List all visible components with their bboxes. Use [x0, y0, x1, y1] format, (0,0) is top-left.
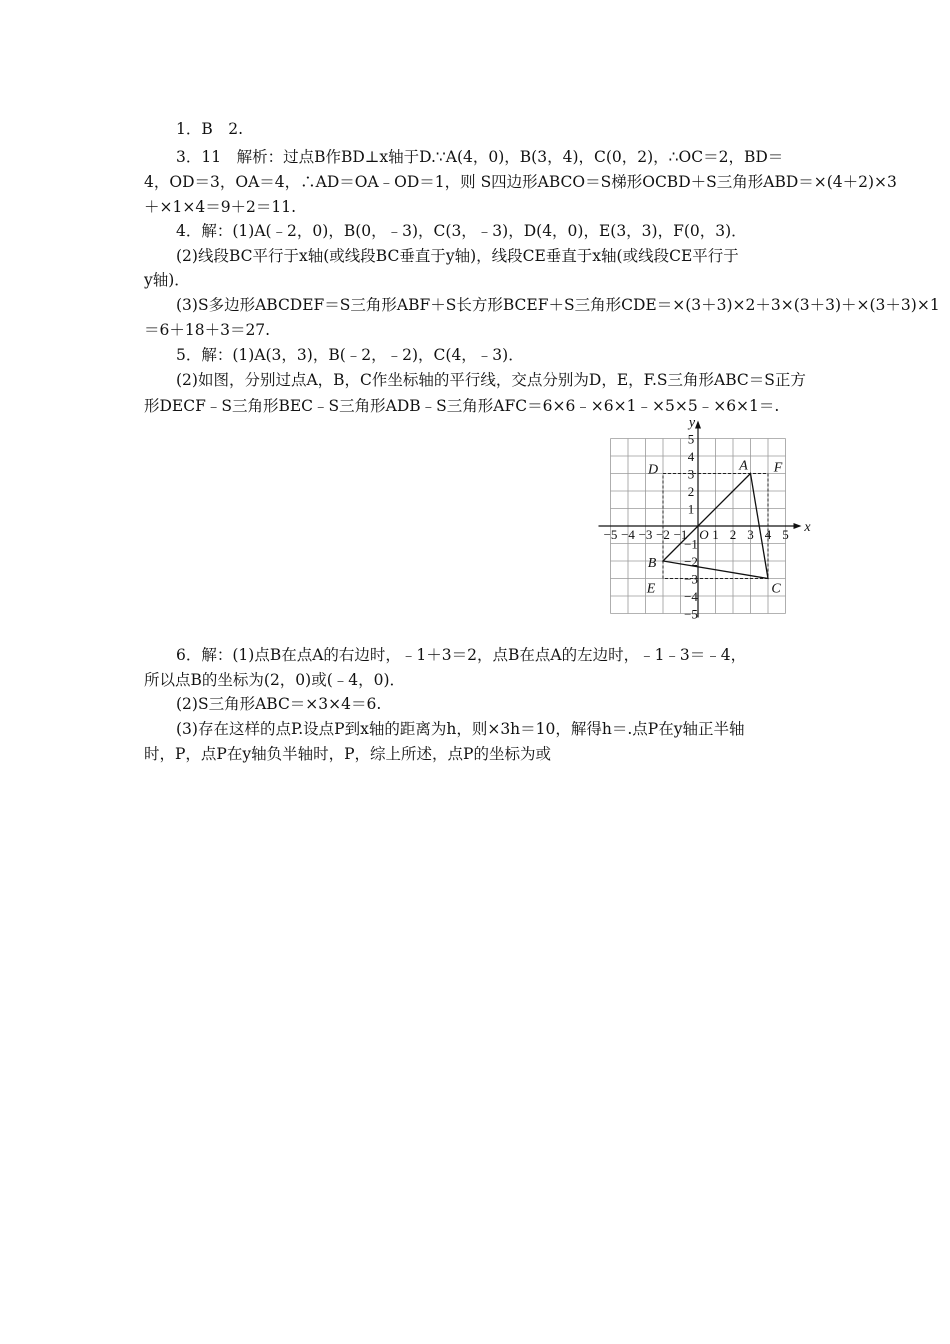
y-tick-label: −4 — [684, 589, 698, 604]
y-tick-label: 2 — [687, 484, 695, 499]
x-tick-label: −1 — [673, 527, 688, 542]
y-tick-label: 1 — [687, 501, 695, 517]
y-axis-label: y — [688, 415, 696, 431]
answer-q3-line2: 4，OD＝3，OA＝4，∴AD＝OA﹣OD＝1，则 S四边形ABCO＝S梯形OCBD＋S三角形ABD＝×(4＋2)×3 — [144, 173, 897, 191]
x-tick-label: −3 — [638, 527, 653, 542]
answer-q4-line1: 4．解：(1)A(﹣2，0)，B(0，﹣3)，C(3，﹣3)，D(4，0)，E(3，3)，F(0，3)． — [176, 222, 747, 240]
answer-q5-line3: 形DECF﹣S三角形BEC﹣S三角形ADB﹣S三角形AFC＝6×6﹣×6×1﹣×5×5﹣×6×1＝. — [144, 397, 780, 415]
point-label-E: E — [646, 581, 656, 597]
labels — [604, 416, 812, 622]
x-axis-arrow — [794, 523, 802, 529]
y-tick-label: 4 — [687, 449, 695, 464]
point-label-C: C — [771, 581, 781, 597]
answer-q6-line4: (3)存在这样的点P.设点P到x轴的距离为h，则×3h＝10，解得h＝.点P在y轴正半轴 — [176, 720, 745, 738]
point-label-B: B — [647, 556, 657, 571]
x-tick-label: −2 — [656, 527, 670, 542]
answer-q5-line2: (2)如图，分别过点A，B，C作坐标轴的平行线，交点分别为D，E，F.S三角形ABC＝S正方 — [176, 371, 806, 389]
y-tick-label: −3 — [684, 571, 698, 587]
point-label-A: A — [739, 458, 748, 474]
y-tick-label: −5 — [684, 606, 698, 622]
y-tick-label: −1 — [684, 536, 698, 552]
y-axis-arrow — [695, 421, 701, 429]
answer-q6-line5: 时，P，点P在y轴负半轴时，P，综上所述，点P的坐标为或 — [144, 745, 551, 763]
answer-q4-line4: (3)S多边形ABCDEF＝S三角形ABF＋S长方形BCEF＋S三角形CDE＝×(3＋3)×2＋3×(3＋3)＋×(3＋3)×1 — [176, 296, 940, 314]
answer-q4-line2: (2)线段BC平行于x轴(或线段BC垂直于y轴)，线段CE垂直于x轴(或线段CE平行于 — [176, 247, 739, 265]
answer-q4-line5: ＝6＋18＋3＝27. — [144, 321, 271, 339]
x-tick-label: 4 — [764, 527, 772, 542]
x-tick-label: −5 — [603, 527, 618, 542]
x-tick-label: −4 — [621, 527, 635, 542]
x-tick-label: 1 — [712, 527, 719, 542]
answer-q1-2: 1．B 2. — [176, 120, 244, 138]
answer-q3-line3: ＋×1×4＝9＋2＝11. — [144, 198, 297, 216]
coordinate-figure — [598, 408, 812, 624]
x-tick-label: 3 — [747, 527, 754, 542]
y-tick-label: 5 — [687, 431, 695, 447]
x-tick-label: 2 — [729, 527, 737, 542]
answer-q6-line3: (2)S三角形ABC＝×3×4＝6. — [176, 695, 382, 713]
answer-q5-line1: 5．解：(1)A(3，3)，B(﹣2，﹣2)，C(4，﹣3)． — [176, 346, 524, 364]
point-label-D: D — [647, 462, 659, 478]
answer-q4-line3: y轴)． — [144, 271, 190, 289]
y-tick-label: 3 — [687, 466, 695, 482]
answer-q3-line1: 3．11 解析：过点B作BD⊥x轴于D.∵A(4，0)，B(3，4)，C(0，2)，∴OC＝2，BD＝ — [176, 148, 784, 166]
answer-q6-line2: 所以点B的坐标为(2，0)或(﹣4，0)． — [144, 671, 406, 689]
y-tick-label: −2 — [684, 554, 698, 569]
answer-q6-line1: 6．解：(1)点B在点A的右边时，﹣1＋3＝2，点B在点A的左边时，﹣1﹣3＝﹣4， — [176, 646, 747, 664]
x-axis-label: x — [804, 520, 811, 535]
x-tick-label: O — [699, 527, 709, 542]
point-label-F: F — [773, 460, 783, 476]
x-tick-label: 5 — [782, 527, 789, 542]
